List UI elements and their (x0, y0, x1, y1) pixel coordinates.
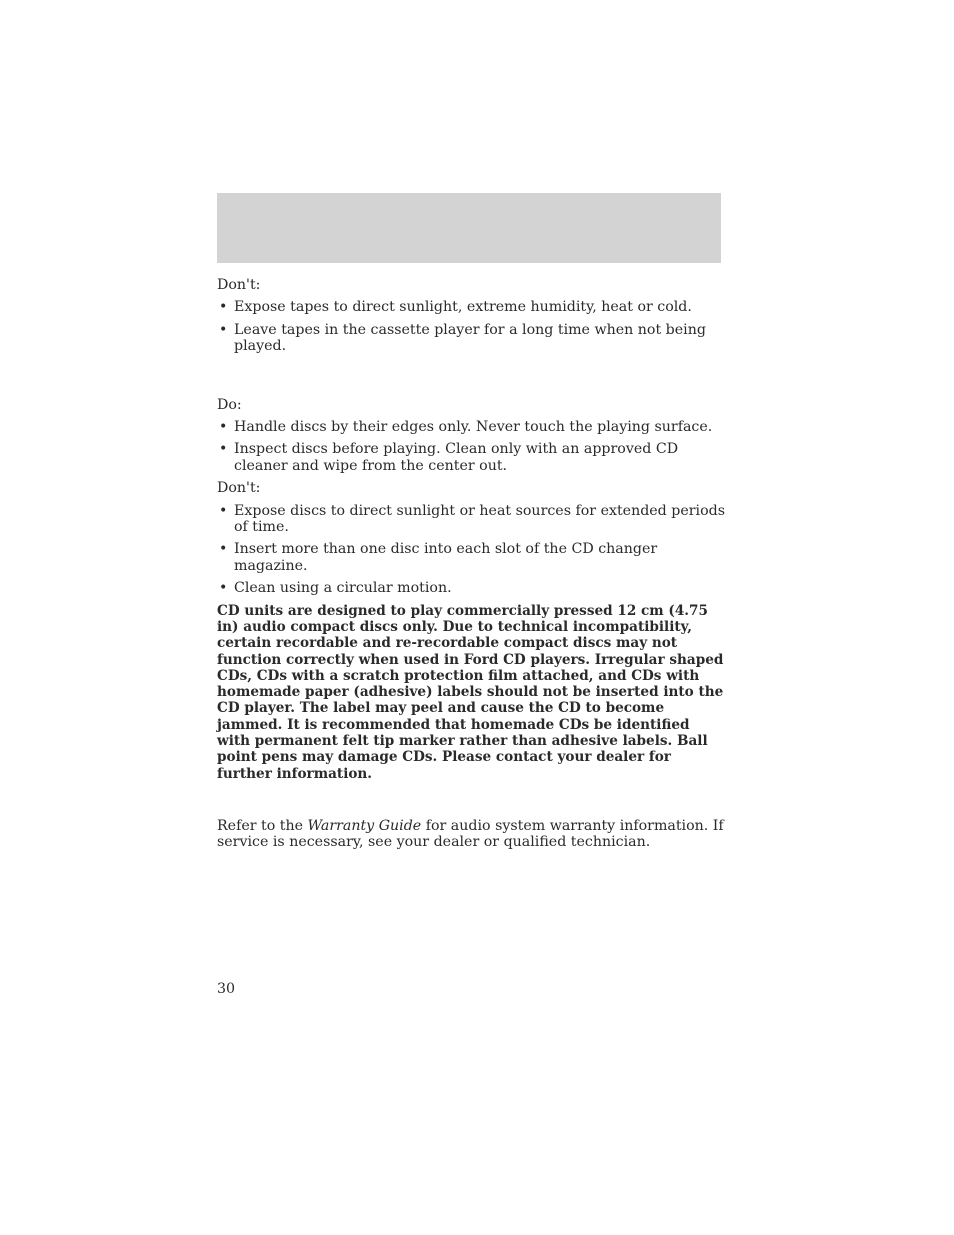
warranty-guide-title: Warranty Guide (307, 817, 422, 834)
list-item: • Clean using a circular motion. (217, 580, 727, 596)
page-number: 30 (217, 981, 236, 997)
discs-do-label: Do: (217, 396, 242, 413)
page-content (217, 277, 727, 851)
list-item: • Insert more than one disc into each slot of the CD changer magazine. (217, 541, 727, 574)
list-item: • Handle discs by their edges only. Never touch the playing surface. (217, 419, 727, 435)
warranty-paragraph (217, 818, 727, 851)
discs-dont-label: Don't: (217, 480, 261, 497)
discs-do-list (217, 419, 727, 474)
tapes-dont-label: Don't: (217, 277, 261, 293)
warranty-suffix: for audio system warranty information. If service is necessary, see your dealer or qualified technician. (217, 817, 724, 851)
cd-compatibility-note: CD units are designed to play commercially pressed 12 cm (4.75 in) audio compact discs only. Due to technical incompatibility, certain recordable and re-recordable compact discs may not function correctly when used in Ford CD players. Irregular shaped CDs, CDs with a scratch protection film attached, and CDs with homemade paper (adhesive) labels should not be inserted into the CD player. The label may peel and cause the CD to become jammed. It is recommended that homemade CDs be identified with permanent felt tip marker rather than adhesive labels. Ball point pens may damage CDs. Please contact your dealer for further information. (217, 602, 724, 782)
list-item: • Inspect discs before playing. Clean only with an approved CD cleaner and wipe from the center out. (217, 441, 727, 474)
section-header-bar (217, 193, 721, 263)
list-item: • Leave tapes in the cassette player for a long time when not being played. (217, 322, 727, 355)
list-item: • Expose tapes to direct sunlight, extreme humidity, heat or cold. (217, 299, 727, 315)
discs-dont-list (217, 503, 727, 597)
tapes-dont-list (217, 299, 727, 354)
warranty-prefix: Refer to the (217, 817, 308, 834)
list-item: • Expose discs to direct sunlight or heat sources for extended periods of time. (217, 503, 727, 536)
